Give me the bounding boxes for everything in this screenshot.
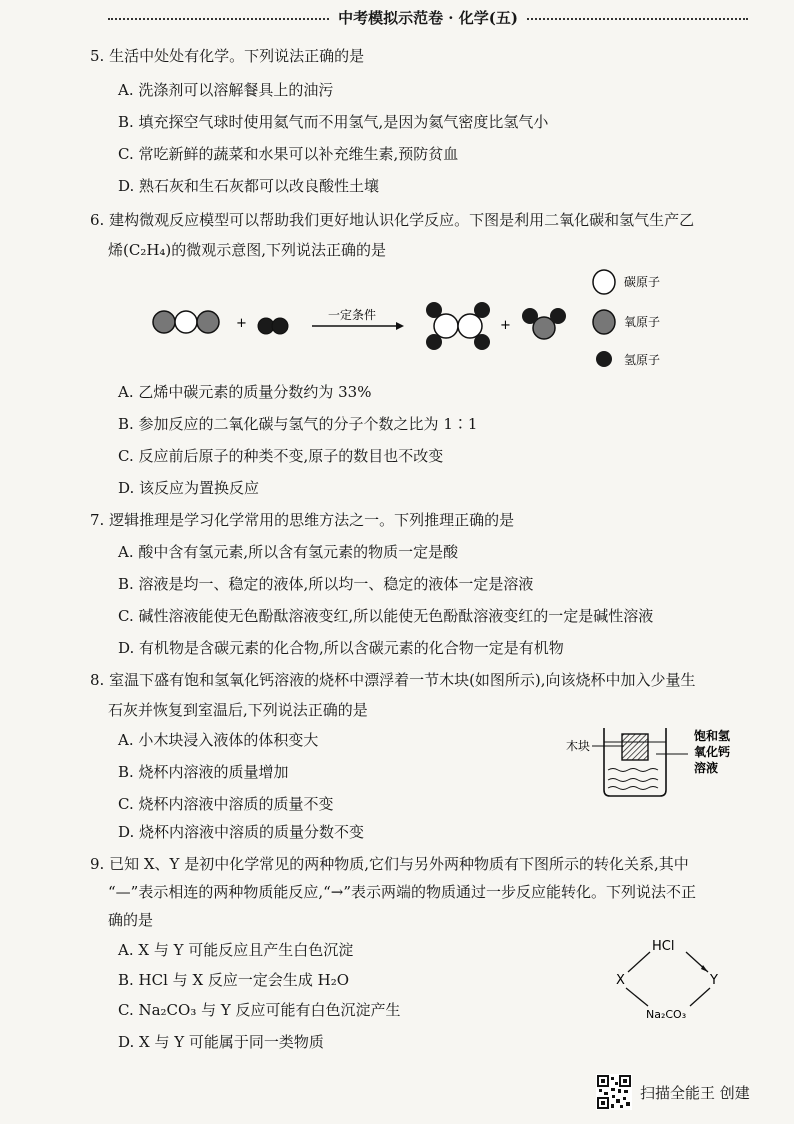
q9-stem-line3: 确的是 bbox=[108, 911, 154, 929]
q9-option-d: D. X 与 Y 可能属于同一类物质 bbox=[118, 1033, 324, 1051]
q5-stem: 5. 生活中处处有化学。下列说法正确的是 bbox=[90, 47, 365, 65]
h2o-molecule bbox=[522, 308, 566, 339]
q6-option-d: D. 该反应为置换反应 bbox=[118, 479, 260, 497]
link-hcl-x bbox=[628, 952, 650, 972]
q9-option-a: A. X 与 Y 可能反应且产生白色沉淀 bbox=[118, 941, 354, 959]
solution-label-line2: 氧化钙 bbox=[694, 745, 731, 759]
node-na2co3: Na₂CO₃ bbox=[646, 1008, 687, 1021]
reaction-arrowhead bbox=[396, 322, 404, 330]
node-hcl: HCl bbox=[652, 939, 675, 954]
q6-option-b: B. 参加反应的二氧化碳与氢气的分子个数之比为 1∶1 bbox=[118, 415, 478, 433]
legend-hydrogen-atom bbox=[596, 351, 612, 367]
q5-option-b: B. 填充探空气球时使用氦气而不用氢气,是因为氦气密度比氢气小 bbox=[118, 113, 549, 131]
q5-option-d: D. 熟石灰和生石灰都可以改良酸性土壤 bbox=[118, 177, 380, 195]
link-x-na2co3 bbox=[626, 988, 648, 1006]
legend-oxygen-label: 氧原子 bbox=[624, 315, 661, 329]
q6-option-c: C. 反应前后原子的种类不变,原子的数目也不改变 bbox=[118, 447, 444, 465]
page-header bbox=[108, 4, 748, 32]
legend-carbon-atom bbox=[593, 270, 615, 294]
q8-option-d: D. 烧杯内溶液中溶质的质量分数不变 bbox=[118, 823, 365, 841]
q9-stem-line1: 9. 已知 X、Y 是初中化学常见的两种物质,它们与另外两种物质有下图所示的转化关系,其中 bbox=[90, 855, 689, 873]
q7-option-b: B. 溶液是均一、稳定的液体,所以均一、稳定的液体一定是溶液 bbox=[118, 575, 534, 593]
q9-relation-diagram bbox=[604, 932, 744, 1022]
q5-option-a: A. 洗涤剂可以溶解餐具上的油污 bbox=[118, 81, 334, 99]
q8-beaker-figure bbox=[560, 724, 760, 804]
scanner-credit-text: 扫描全能王 创建 bbox=[640, 1084, 750, 1102]
legend-carbon-label: 碳原子 bbox=[624, 275, 661, 289]
c2h4-molecule bbox=[426, 302, 490, 350]
q5-option-c: C. 常吃新鲜的蔬菜和水果可以补充维生素,预防贫血 bbox=[118, 145, 459, 163]
q9-stem-line2: “—”表示相连的两种物质能反应,“→”表示两端的物质通过一步反应能转化。下列说法不正 bbox=[108, 883, 697, 901]
q8-stem-line1: 8. 室温下盛有饱和氢氧化钙溶液的烧杯中漂浮着一节木块(如图所示),向该烧杯中加入少量生 bbox=[90, 671, 696, 689]
node-x: X bbox=[616, 973, 625, 988]
q7-option-a: A. 酸中含有氢元素,所以含有氢元素的物质一定是酸 bbox=[118, 543, 459, 561]
h2-molecule bbox=[258, 318, 288, 334]
reaction-condition: 一定条件 bbox=[328, 308, 377, 322]
link-na2co3-y bbox=[690, 988, 710, 1006]
qr-code-icon bbox=[596, 1074, 632, 1110]
co2-molecule bbox=[153, 311, 219, 333]
q6-option-a: A. 乙烯中碳元素的质量分数约为 33% bbox=[118, 383, 372, 401]
solution-label-line1: 饱和氢 bbox=[694, 729, 731, 743]
atom-legend bbox=[593, 270, 660, 367]
plus-sign-2: + bbox=[500, 318, 511, 333]
q7-option-c: C. 碱性溶液能使无色酚酞溶液变红,所以能使无色酚酞溶液变红的一定是碱性溶液 bbox=[118, 607, 654, 625]
wood-block-label: 木块 bbox=[566, 739, 591, 753]
q6-stem-line1: 6. 建构微观反应模型可以帮助我们更好地认识化学反应。下图是利用二氧化碳和氢气生产乙 bbox=[90, 211, 695, 229]
plus-sign-1: + bbox=[236, 316, 247, 331]
node-y: Y bbox=[710, 973, 718, 988]
q7-stem: 7. 逻辑推理是学习化学常用的思维方法之一。下列推理正确的是 bbox=[90, 511, 515, 529]
q9-option-b: B. HCl 与 X 反应一定会生成 H₂O bbox=[118, 971, 350, 989]
legend-hydrogen-label: 氢原子 bbox=[624, 353, 661, 367]
q9-option-c: C. Na₂CO₃ 与 Y 反应可能有白色沉淀产生 bbox=[118, 1001, 401, 1019]
q7-option-d: D. 有机物是含碳元素的化合物,所以含碳元素的化合物一定是有机物 bbox=[118, 639, 564, 657]
q6-stem-line2: 烯(C₂H₄)的微观示意图,下列说法正确的是 bbox=[108, 241, 387, 259]
q8-option-a: A. 小木块浸入液体的体积变大 bbox=[118, 731, 319, 749]
page-title: 中考模拟示范卷 · 化学(五) bbox=[330, 7, 526, 28]
q8-option-b: B. 烧杯内溶液的质量增加 bbox=[118, 763, 289, 781]
q6-reaction-diagram bbox=[140, 266, 720, 370]
q8-stem-line2: 石灰并恢复到室温后,下列说法正确的是 bbox=[108, 701, 368, 719]
solution-label-line3: 溶液 bbox=[694, 761, 719, 775]
solution-waves bbox=[608, 769, 658, 790]
legend-oxygen-atom bbox=[593, 310, 615, 334]
q8-option-c: C. 烧杯内溶液中溶质的质量不变 bbox=[118, 795, 334, 813]
wood-block bbox=[622, 734, 648, 760]
